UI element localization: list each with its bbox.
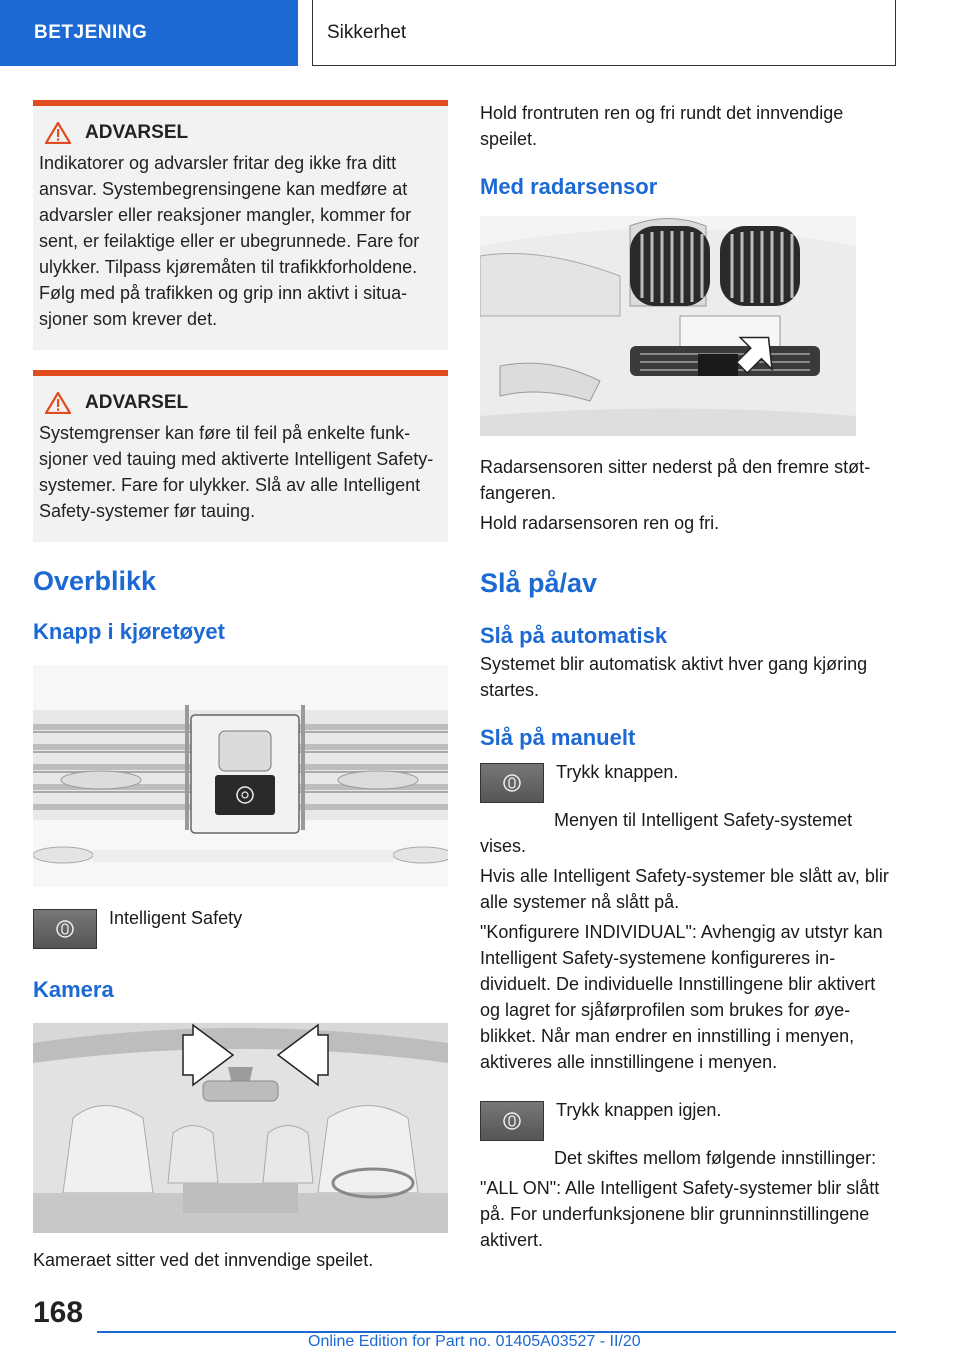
camera-illustration bbox=[33, 1023, 448, 1233]
radar-text-clean: Hold radarsensoren ren og fri. bbox=[480, 513, 720, 533]
para3: "ALL ON": Alle Intelligent Safety-systemer blir slått på. For underfunksjonene blir grunninnstillingene aktivert. bbox=[480, 1178, 880, 1250]
edition-text: Online Edition for Part no. 01405A03527 - II/20 bbox=[308, 1333, 641, 1350]
warning-title: ADVARSEL bbox=[85, 392, 189, 413]
radar-text: Radarsensoren sitter nederst på den fremre støtfangeren. bbox=[480, 457, 871, 503]
auto-heading: Slå på automatisk bbox=[480, 623, 668, 648]
para2: "Konfigurere INDIVIDUAL": Avhengig av utstyr kan Intelligent Safety-systemene konfigureres individuelt. De individuelle Innstillingene blir aktivert og lagret for sjåførprofilen som brukes for øyeblikket. Når man endrer en innstilling i menyen, aktiveres alle innstillingene i menyen. bbox=[480, 922, 883, 1072]
overview-heading: Overblikk bbox=[33, 566, 157, 596]
radar-heading: Med radarsensor bbox=[480, 174, 658, 199]
page-number: 168 bbox=[33, 1296, 84, 1329]
intelligent-safety-button-icon bbox=[480, 1101, 544, 1141]
chapter-title: Sikkerhet bbox=[312, 0, 896, 66]
warning-text: Indikatorer og advarsler fritar deg ikke fra ditt ansvar. Systembegrensingene kan medføre at advarsler eller reaksjoner mangler, kommer for sent, er feilaktige eller er ubegrunnede. Fare for ulykker. Tilpass kjøremåten til trafikkforholdene. Følg med på trafikken og grip inn aktivt i situasjoner som krever det. bbox=[39, 153, 420, 329]
intelligent-safety-button-icon bbox=[33, 909, 97, 949]
warning-icon bbox=[45, 392, 71, 414]
auto-text: Systemet blir automatisk aktivt hver gang kjøring startes. bbox=[480, 654, 868, 700]
manual-heading: Slå på manuelt bbox=[480, 725, 636, 750]
warning-box bbox=[33, 370, 448, 542]
step1-title: Trykk knappen. bbox=[556, 762, 679, 782]
radar-sensor-illustration bbox=[480, 216, 856, 436]
para1: Hvis alle Intelligent Safety-systemer ble slått av, blir alle systemer nå slått på. bbox=[480, 866, 889, 912]
camera-caption: Kameraet sitter ved det innvendige speilet. bbox=[33, 1250, 374, 1270]
warning-box bbox=[33, 100, 448, 350]
right-column bbox=[480, 100, 896, 1253]
dashboard-button-illustration bbox=[33, 665, 448, 887]
left-column bbox=[33, 100, 448, 1273]
warning-icon bbox=[45, 122, 71, 144]
section-tab: BETJENING bbox=[0, 0, 298, 66]
step1-text: Menyen til Intelligent Safety-systemet vises. bbox=[480, 810, 853, 856]
camera-heading: Kamera bbox=[33, 977, 114, 1002]
warning-text: Systemgrenser kan føre til feil på enkelte funksjoner ved tauing med aktiverte Intelligent Safety-systemer. Fare for ulykker. Slå av alle Intelligent Safety-systemer før tauing. bbox=[39, 423, 434, 521]
intelligent-safety-button-icon bbox=[480, 763, 544, 803]
intro-text: Hold frontruten ren og fri rundt det innvendige speilet. bbox=[480, 103, 844, 149]
onoff-heading: Slå på/av bbox=[480, 568, 598, 598]
warning-title: ADVARSEL bbox=[85, 122, 189, 143]
button-heading: Knapp i kjøretøyet bbox=[33, 619, 225, 644]
step2-text: Det skiftes mellom følgende innstillinger: bbox=[554, 1148, 877, 1168]
button-label: Intelligent Safety bbox=[109, 908, 243, 928]
step2-title: Trykk knappen igjen. bbox=[556, 1100, 722, 1120]
